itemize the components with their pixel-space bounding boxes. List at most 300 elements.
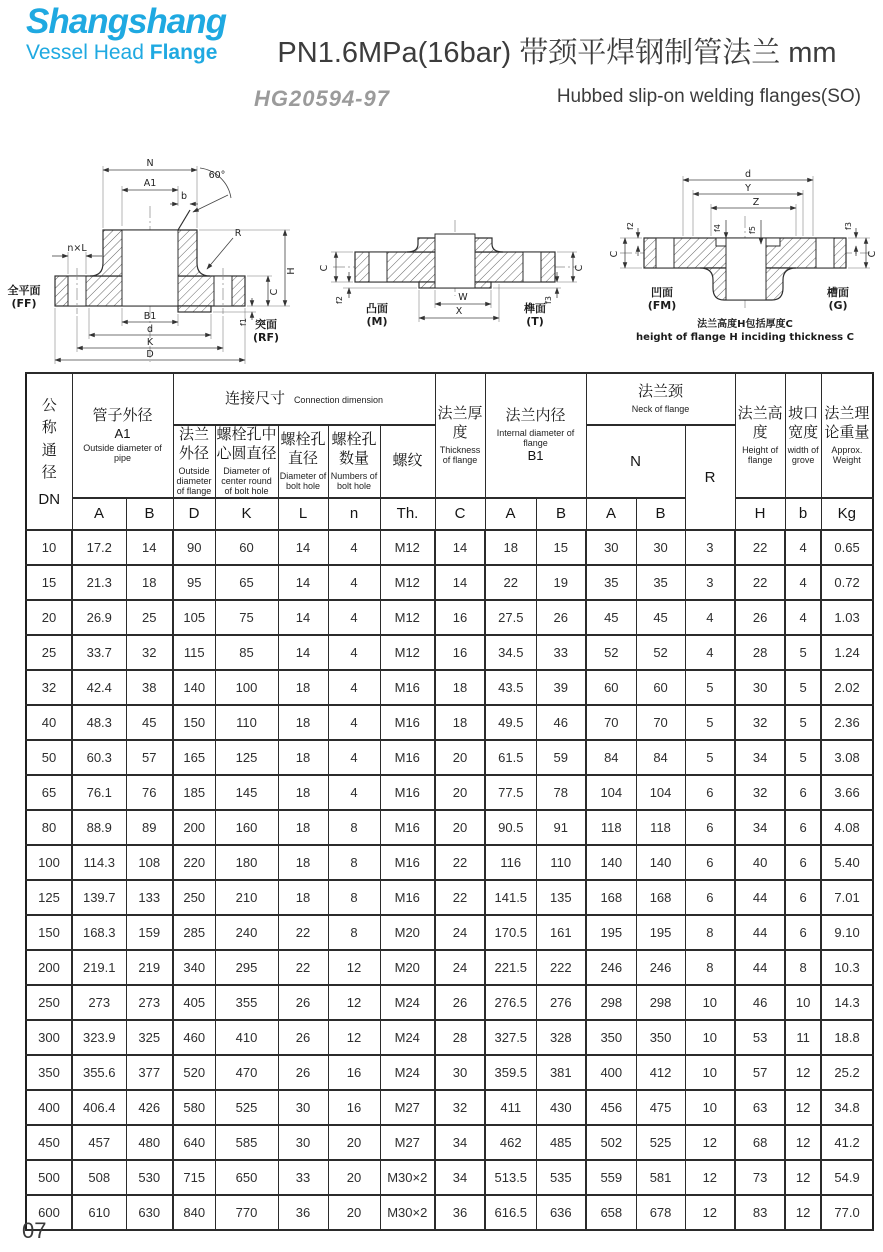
table-cell: 359.5 [485, 1055, 536, 1090]
table-cell: 14 [278, 600, 328, 635]
letter-neck-a: A [586, 498, 636, 530]
dim-label-f2: f2 [626, 222, 635, 230]
table-cell: 10 [685, 1020, 735, 1055]
table-cell: 160 [215, 810, 278, 845]
table-cell: 770 [215, 1195, 278, 1230]
face-label-g-cn: 槽面 [827, 286, 849, 299]
table-cell: 10 [685, 1055, 735, 1090]
table-cell: 1.24 [821, 635, 873, 670]
face-label-ff-en: (FF) [11, 297, 37, 310]
table-cell: 3 [685, 530, 735, 565]
table-cell: 3 [685, 565, 735, 600]
table-cell: 20 [328, 1125, 380, 1160]
table-cell: 535 [536, 1160, 586, 1195]
table-cell: 21.3 [72, 565, 126, 600]
table-cell: 46 [536, 705, 586, 740]
table-cell: 5 [785, 635, 821, 670]
table-row [26, 530, 873, 565]
table-cell: 76.1 [72, 775, 126, 810]
table-cell: 28 [435, 1020, 485, 1055]
table-cell: 4 [328, 775, 380, 810]
dim-label-f3: f3 [844, 222, 853, 230]
table-cell: 4 [328, 600, 380, 635]
table-cell: 525 [215, 1090, 278, 1125]
table-cell: 210 [215, 880, 278, 915]
table-cell: 20 [435, 740, 485, 775]
table-cell: 350 [636, 1020, 685, 1055]
table-cell: 14 [435, 530, 485, 565]
table-cell: 18 [435, 705, 485, 740]
table-cell: 41.2 [821, 1125, 873, 1160]
table-cell: 12 [685, 1160, 735, 1195]
table-cell: 328 [536, 1020, 586, 1055]
flange-drawing-m-t [315, 190, 595, 350]
table-cell: 460 [173, 1020, 215, 1055]
table-cell: 5 [685, 670, 735, 705]
flange-section-geometry [333, 220, 577, 296]
table-row [26, 670, 873, 705]
table-cell: M16 [380, 880, 435, 915]
table-cell: 12 [785, 1090, 821, 1125]
table-cell: 90.5 [485, 810, 536, 845]
table-cell: 91 [536, 810, 586, 845]
table-cell: 12 [328, 950, 380, 985]
table-cell: 18 [126, 565, 173, 600]
table-cell: 52 [586, 635, 636, 670]
table-cell: 26 [278, 1055, 328, 1090]
table-cell: 89 [126, 810, 173, 845]
face-label-m-en: (M) [366, 315, 388, 328]
table-cell: M16 [380, 670, 435, 705]
table-cell: 5 [785, 670, 821, 705]
table-cell: 5.40 [821, 845, 873, 880]
table-cell: 140 [586, 845, 636, 880]
letter-neck-b: B [636, 498, 685, 530]
table-row [26, 1020, 873, 1055]
table-cell: 640 [173, 1125, 215, 1160]
table-cell: 78 [536, 775, 586, 810]
letter-H: H [735, 498, 785, 530]
table-cell: 90 [173, 530, 215, 565]
table-cell: 22 [278, 915, 328, 950]
table-cell: 456 [586, 1090, 636, 1125]
header-dn-cn: 公称通径 [41, 396, 57, 482]
table-cell: 32 [26, 670, 72, 705]
dim-label-C-right: C [574, 264, 585, 272]
face-label-t-cn: 榫面 [524, 302, 546, 315]
table-cell: 140 [173, 670, 215, 705]
table-cell: 581 [636, 1160, 685, 1195]
header-flange-od: 法兰外径 Outside diameter of flange [173, 425, 215, 498]
letter-b: b [785, 498, 821, 530]
table-cell: M12 [380, 565, 435, 600]
table-cell: 14 [278, 565, 328, 600]
table-cell: 300 [26, 1020, 72, 1055]
table-cell: 26 [435, 985, 485, 1020]
face-label-ff-cn: 全平面 [7, 284, 41, 297]
table-cell: 33 [278, 1160, 328, 1195]
table-cell: 8 [785, 950, 821, 985]
header-dn-letter: DN [38, 490, 61, 508]
table-cell: 63 [735, 1090, 785, 1125]
table-cell: 406.4 [72, 1090, 126, 1125]
table-cell: 110 [215, 705, 278, 740]
table-cell: 30 [586, 530, 636, 565]
header-bolt-hole-diameter: 螺栓孔直径 Diameter of bolt hole [278, 425, 328, 498]
table-cell: 170.5 [485, 915, 536, 950]
table-cell: 195 [586, 915, 636, 950]
table-row [26, 1125, 873, 1160]
table-cell: 327.5 [485, 1020, 536, 1055]
table-cell: 108 [126, 845, 173, 880]
header-thickness: 法兰厚度 Thickness of flange [435, 373, 485, 498]
table-cell: 40 [735, 845, 785, 880]
face-label-m-cn: 凸面 [366, 302, 388, 315]
table-cell: 40 [26, 705, 72, 740]
table-cell: 60 [636, 670, 685, 705]
table-cell: 42.4 [72, 670, 126, 705]
table-row [26, 950, 873, 985]
table-cell: 5 [685, 740, 735, 775]
table-cell: 426 [126, 1090, 173, 1125]
table-cell: 33.7 [72, 635, 126, 670]
header-connection-dimension: 连接尺寸 Connection dimension [173, 373, 435, 425]
table-cell: 273 [126, 985, 173, 1020]
table-cell: 5 [785, 705, 821, 740]
table-cell: 19 [536, 565, 586, 600]
flange-drawing-ff-rf [0, 148, 300, 365]
table-cell: 100 [215, 670, 278, 705]
table-cell: 32 [735, 705, 785, 740]
table-cell: M16 [380, 810, 435, 845]
table-cell: 80 [26, 810, 72, 845]
table-cell: 4 [785, 600, 821, 635]
table-cell: 161 [536, 915, 586, 950]
table-cell: M16 [380, 705, 435, 740]
table-cell: 26 [278, 985, 328, 1020]
table-cell: 18 [278, 810, 328, 845]
page-number: 07 [22, 1218, 47, 1243]
table-cell: 3.08 [821, 740, 873, 775]
table-cell: M12 [380, 600, 435, 635]
table-cell: 150 [173, 705, 215, 740]
table-cell: 6 [785, 880, 821, 915]
table-cell: 35 [586, 565, 636, 600]
letter-bore-b: B [536, 498, 586, 530]
logo-sub-light: Vessel Head [26, 41, 150, 64]
table-row [26, 1055, 873, 1090]
table-cell: 14 [126, 530, 173, 565]
table-cell: 350 [26, 1055, 72, 1090]
table-cell: 168 [586, 880, 636, 915]
table-cell: 16 [435, 635, 485, 670]
dim-label-f5: f5 [748, 226, 757, 234]
header-pipe-od: 管子外径 A1 Outside diameter of pipe [72, 373, 173, 498]
table-cell: 77.0 [821, 1195, 873, 1230]
table-cell: 159 [126, 915, 173, 950]
table-cell: 133 [126, 880, 173, 915]
table-cell: 355.6 [72, 1055, 126, 1090]
table-cell: 145 [215, 775, 278, 810]
table-cell: 616.5 [485, 1195, 536, 1230]
table-cell: 114.3 [72, 845, 126, 880]
table-cell: 49.5 [485, 705, 536, 740]
table-cell: 12 [328, 985, 380, 1020]
table-cell: 5 [785, 740, 821, 775]
table-cell: 18 [278, 705, 328, 740]
table-row [26, 600, 873, 635]
table-cell: M24 [380, 1055, 435, 1090]
table-cell: 20 [328, 1160, 380, 1195]
table-cell: 84 [636, 740, 685, 775]
table-cell: 18 [278, 775, 328, 810]
table-cell: 530 [126, 1160, 173, 1195]
table-cell: 6 [785, 810, 821, 845]
table-cell: 139.7 [72, 880, 126, 915]
table-cell: 22 [735, 530, 785, 565]
table-cell: 350 [586, 1020, 636, 1055]
table-cell: 59 [536, 740, 586, 775]
table-cell: 8 [328, 880, 380, 915]
table-cell: 7.01 [821, 880, 873, 915]
face-label-g-en: (G) [828, 299, 848, 312]
table-cell: 180 [215, 845, 278, 880]
flange-drawing-fm-g [608, 168, 881, 348]
table-cell: 60 [215, 530, 278, 565]
header-height: 法兰高度 Height of flange [735, 373, 785, 498]
table-cell: 33 [536, 635, 586, 670]
table-cell: 400 [26, 1090, 72, 1125]
table-cell: 462 [485, 1125, 536, 1160]
table-cell: 4 [328, 670, 380, 705]
table-row [26, 1160, 873, 1195]
table-row [26, 1195, 873, 1230]
table-cell: 44 [735, 915, 785, 950]
table-cell: 250 [173, 880, 215, 915]
table-cell: 220 [173, 845, 215, 880]
table-cell: 24 [435, 950, 485, 985]
letter-C: C [435, 498, 485, 530]
table-cell: 636 [536, 1195, 586, 1230]
table-cell: 32 [735, 775, 785, 810]
table-cell: 18 [278, 740, 328, 775]
table-cell: 44 [735, 880, 785, 915]
table-cell: 18 [278, 845, 328, 880]
dim-label-b: b [180, 191, 188, 202]
table-cell: 276.5 [485, 985, 536, 1020]
table-cell: 400 [586, 1055, 636, 1090]
face-label-fm-cn: 凹面 [651, 286, 673, 299]
table-cell: 16 [328, 1055, 380, 1090]
table-cell: 185 [173, 775, 215, 810]
table-cell: 195 [636, 915, 685, 950]
dim-label-C-left: C [609, 250, 620, 258]
table-cell: 118 [586, 810, 636, 845]
table-cell: 715 [173, 1160, 215, 1195]
dim-label-A1: A1 [143, 178, 157, 189]
table-cell: 16 [328, 1090, 380, 1125]
table-cell: 18.8 [821, 1020, 873, 1055]
table-cell: 12 [328, 1020, 380, 1055]
table-cell: 340 [173, 950, 215, 985]
table-cell: 53 [735, 1020, 785, 1055]
dim-label-d: d [146, 324, 154, 335]
table-cell: 219.1 [72, 950, 126, 985]
header-neck: 法兰颈 Neck of flange [586, 373, 735, 425]
table-cell: 95 [173, 565, 215, 600]
table-cell: 20 [328, 1195, 380, 1230]
table-cell: M12 [380, 530, 435, 565]
table-cell: 118 [636, 810, 685, 845]
table-cell: 4 [785, 530, 821, 565]
table-row [26, 915, 873, 950]
table-cell: 12 [785, 1160, 821, 1195]
table-cell: 26 [536, 600, 586, 635]
dim-label-W: W [458, 292, 468, 303]
face-label-t-en: (T) [526, 315, 544, 328]
table-cell: 22 [278, 950, 328, 985]
table-cell: 6 [785, 775, 821, 810]
table-row [26, 880, 873, 915]
table-cell: 475 [636, 1090, 685, 1125]
table-cell: 678 [636, 1195, 685, 1230]
table-cell: 18 [278, 670, 328, 705]
table-cell: 4 [328, 635, 380, 670]
table-cell: 30 [735, 670, 785, 705]
table-cell: 30 [278, 1090, 328, 1125]
table-cell: 11 [785, 1020, 821, 1055]
table-row [26, 1090, 873, 1125]
dim-label-f3: f3 [544, 296, 553, 304]
dim-label-N: N [146, 158, 154, 169]
dim-label-Y: Y [745, 183, 751, 194]
table-cell: 12 [785, 1055, 821, 1090]
table-cell: 485 [536, 1125, 586, 1160]
table-cell: 2.36 [821, 705, 873, 740]
table-cell: 298 [636, 985, 685, 1020]
table-cell: 4 [685, 600, 735, 635]
table-cell: 24 [435, 915, 485, 950]
letter-Kg: Kg [821, 498, 873, 530]
letter-K: K [215, 498, 278, 530]
table-cell: 84 [586, 740, 636, 775]
header-internal-diameter: 法兰内径 Internal diameter of flange B1 [485, 373, 586, 498]
table-cell: 457 [72, 1125, 126, 1160]
table-cell: 355 [215, 985, 278, 1020]
table-cell: 8 [328, 845, 380, 880]
table-cell: 57 [735, 1055, 785, 1090]
dim-label-H: H [286, 267, 297, 275]
table-cell: 48.3 [72, 705, 126, 740]
table-cell: 14 [278, 530, 328, 565]
table-cell: 4 [328, 705, 380, 740]
table-cell: 45 [586, 600, 636, 635]
table-cell: 508 [72, 1160, 126, 1195]
table-cell: 30 [435, 1055, 485, 1090]
table-cell: 75 [215, 600, 278, 635]
table-cell: 26 [278, 1020, 328, 1055]
table-cell: 10 [785, 985, 821, 1020]
table-cell: 26.9 [72, 600, 126, 635]
table-cell: 54.9 [821, 1160, 873, 1195]
header-groove-width: 坡口宽度 width of grove [785, 373, 821, 498]
table-cell: 20 [26, 600, 72, 635]
table-cell: 381 [536, 1055, 586, 1090]
table-cell: 34 [735, 740, 785, 775]
table-cell: M16 [380, 775, 435, 810]
table-cell: 8 [328, 915, 380, 950]
dim-label-Z: Z [752, 197, 760, 208]
spec-table-body [26, 530, 873, 1230]
table-cell: 470 [215, 1055, 278, 1090]
dim-label-B1: B1 [143, 311, 157, 322]
table-cell: 125 [215, 740, 278, 775]
table-cell: 100 [26, 845, 72, 880]
table-cell: 32 [126, 635, 173, 670]
table-cell: 412 [636, 1055, 685, 1090]
table-cell: 14 [435, 565, 485, 600]
table-cell: 250 [26, 985, 72, 1020]
face-label-fm-en: (FM) [647, 299, 677, 312]
table-cell: 15 [536, 530, 586, 565]
table-cell: 110 [536, 845, 586, 880]
table-cell: 10 [685, 985, 735, 1020]
table-cell: 4 [328, 565, 380, 600]
table-cell: 65 [26, 775, 72, 810]
table-cell: 12 [685, 1125, 735, 1160]
table-cell: 28 [735, 635, 785, 670]
table-cell: 610 [72, 1195, 126, 1230]
table-cell: 22 [735, 565, 785, 600]
company-logo [26, 4, 226, 63]
table-cell: 65 [215, 565, 278, 600]
table-cell: 34 [735, 810, 785, 845]
table-cell: 0.72 [821, 565, 873, 600]
dim-label-C-right: C [867, 250, 878, 258]
header-bolt-hole-count: 螺栓孔数量 Numbers of bolt hole [328, 425, 380, 498]
table-cell: 295 [215, 950, 278, 985]
dim-label-f2: f2 [335, 296, 344, 304]
table-row [26, 635, 873, 670]
dim-label-R: R [234, 228, 242, 239]
table-cell: 1.03 [821, 600, 873, 635]
table-cell: 10 [26, 530, 72, 565]
letter-pipe-a: A [72, 498, 126, 530]
table-row [26, 810, 873, 845]
table-cell: 85 [215, 635, 278, 670]
table-cell: 140 [636, 845, 685, 880]
table-cell: 4 [328, 740, 380, 775]
dim-label-angle: 60° [208, 170, 226, 181]
table-cell: 200 [26, 950, 72, 985]
table-cell: 44 [735, 950, 785, 985]
table-cell: 9.10 [821, 915, 873, 950]
table-cell: 8 [685, 950, 735, 985]
logo-sub-bold: Flange [149, 41, 218, 64]
table-cell: 285 [173, 915, 215, 950]
table-cell: 12 [785, 1125, 821, 1160]
table-row [26, 775, 873, 810]
table-cell: 520 [173, 1055, 215, 1090]
letter-pipe-b: B [126, 498, 173, 530]
table-row [26, 705, 873, 740]
table-cell: 57 [126, 740, 173, 775]
table-cell: 25.2 [821, 1055, 873, 1090]
table-cell: 10 [685, 1090, 735, 1125]
table-cell: 323.9 [72, 1020, 126, 1055]
dim-label-d: d [744, 169, 752, 180]
table-cell: 25 [126, 600, 173, 635]
